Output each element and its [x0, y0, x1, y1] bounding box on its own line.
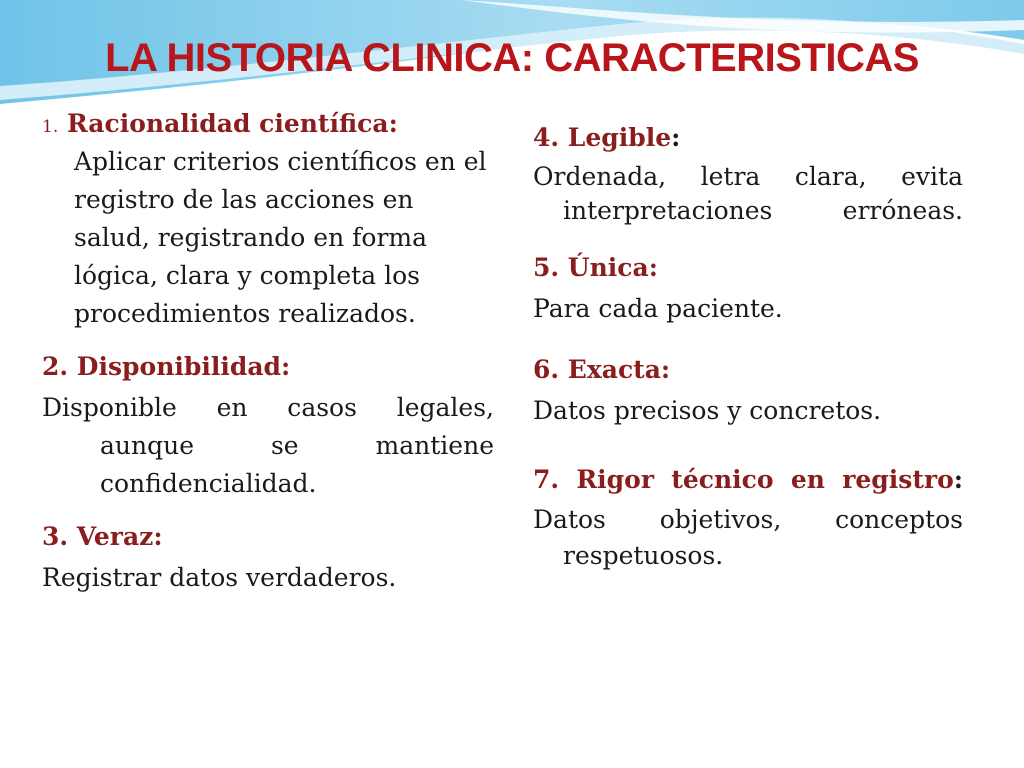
item-heading: 2. Disponibilidad: — [42, 352, 291, 381]
item-heading: 3. Veraz: — [42, 522, 163, 551]
item-racionalidad — [42, 108, 494, 333]
left-column — [42, 108, 494, 615]
item-heading-text: Racionalidad científica: — [66, 109, 398, 138]
item-body: Disponible en casos legales, aunque se mantiene confidencialidad. — [42, 393, 494, 498]
item-body: Datos objetivos, conceptos respetuosos. — [533, 505, 963, 570]
item-body: Aplicar criterios científicos en el registro de las acciones en salud, registrando en forma lógica, clara y completa los procedimientos realizados. — [74, 147, 487, 328]
item-exacta — [533, 354, 963, 430]
item-legible — [533, 122, 963, 228]
slide-title: LA HISTORIA CLINICA: CARACTERISTICAS — [105, 36, 919, 80]
item-heading-colon: : — [671, 123, 681, 152]
item-heading — [533, 122, 963, 154]
item-heading-text: 4. Legible — [533, 123, 672, 152]
item-unica — [533, 252, 963, 328]
item-rigor-tecnico — [533, 462, 963, 574]
item-body: Ordenada, letra clara, evita interpretaciones erróneas. — [533, 162, 963, 225]
item-heading — [533, 462, 963, 498]
item-body: Datos precisos y concretos. — [533, 396, 882, 425]
item-heading: 6. Exacta: — [533, 355, 671, 384]
item-heading — [42, 108, 494, 143]
item-heading-text: 7. Rigor técnico en registro — [533, 465, 954, 494]
right-column — [533, 122, 963, 592]
item-disponibilidad — [42, 351, 494, 503]
item-number: 1. — [42, 117, 59, 137]
item-veraz — [42, 521, 494, 597]
item-heading-colon: : — [953, 465, 963, 494]
item-body: Registrar datos verdaderos. — [42, 563, 397, 592]
item-body: Para cada paciente. — [533, 294, 783, 323]
item-heading: 5. Única: — [533, 253, 658, 282]
